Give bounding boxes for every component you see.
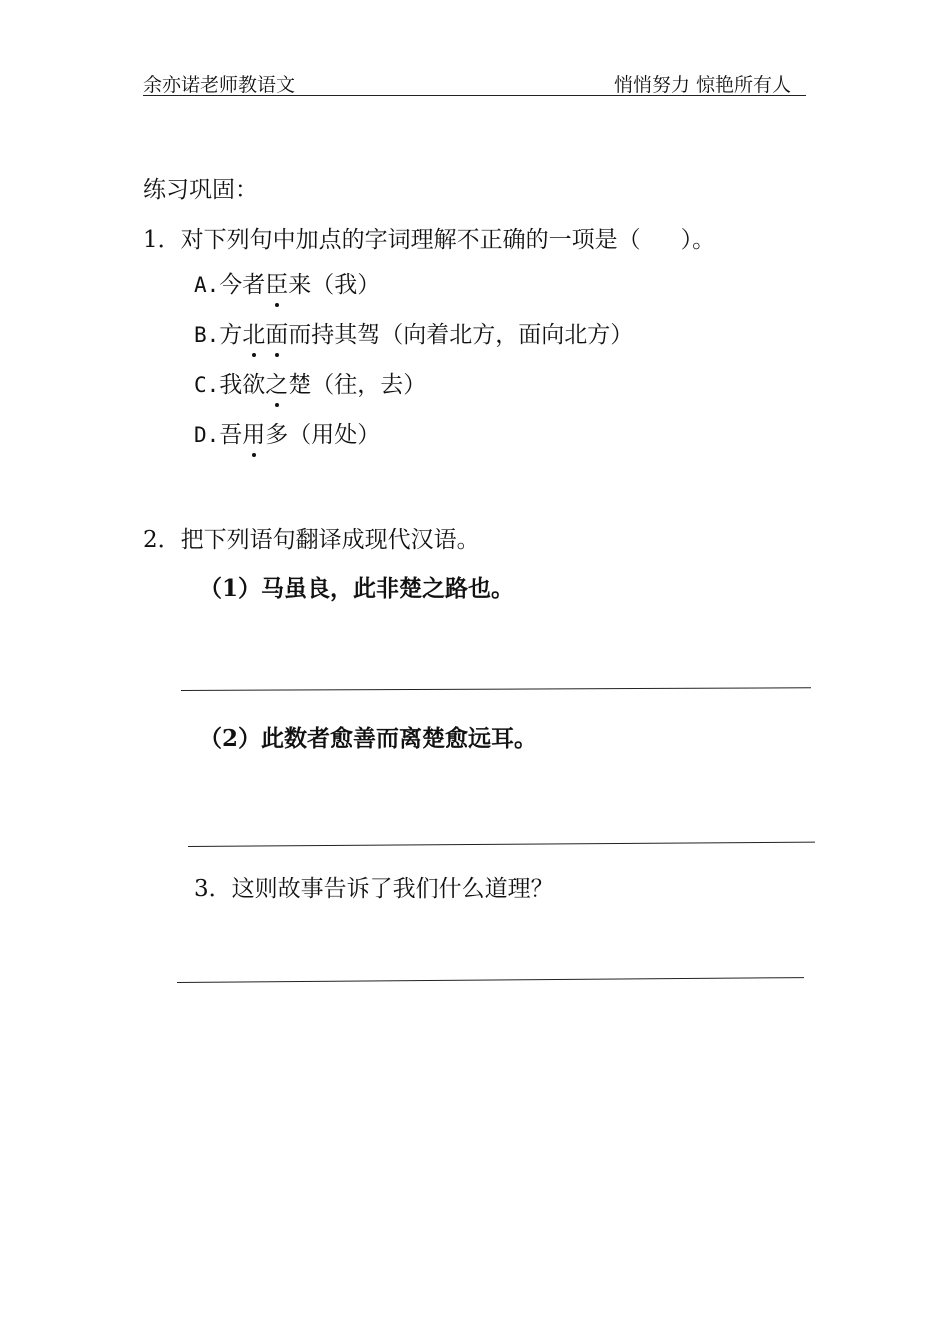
option-text: 多（用处） bbox=[265, 422, 381, 448]
answer-line-2[interactable] bbox=[188, 842, 815, 847]
q2-item-text: 此数者愈善而离楚愈远耳。 bbox=[261, 725, 538, 752]
dotted-char: 北 bbox=[242, 322, 266, 348]
question-2-number: 2． bbox=[143, 527, 181, 553]
option-text: 楚（往，去） bbox=[288, 372, 427, 398]
option-text: 而持其驾（向着北方，面向北方） bbox=[288, 322, 634, 348]
question-2-stem: 把下列语句翻译成现代汉语。 bbox=[180, 527, 480, 553]
option-a bbox=[194, 270, 380, 300]
question-2 bbox=[143, 525, 480, 555]
option-b bbox=[194, 320, 633, 350]
q2-item-text: 马虽良，此非楚之路也。 bbox=[261, 575, 515, 602]
q2-item-label: （1） bbox=[199, 575, 262, 602]
header-rule bbox=[143, 95, 806, 96]
option-text: 吾 bbox=[219, 422, 243, 448]
option-text: 方 bbox=[219, 322, 243, 348]
q2-item-label: （2） bbox=[199, 725, 262, 752]
q2-item-1 bbox=[199, 574, 514, 604]
question-1-stem-b: ）。 bbox=[680, 227, 716, 253]
option-text: 来（我） bbox=[288, 272, 381, 298]
question-3-stem: 这则故事告诉了我们什么道理？ bbox=[231, 876, 554, 902]
dotted-char: 臣 bbox=[265, 272, 289, 298]
question-1-stem-a: 对下列句中加点的字词理解不正确的一项是（ bbox=[180, 227, 641, 253]
option-label: D. bbox=[194, 423, 220, 447]
section-title: 练习巩固： bbox=[143, 177, 258, 203]
option-d bbox=[194, 420, 380, 450]
question-1-number: 1． bbox=[143, 227, 181, 253]
option-text: 我欲 bbox=[219, 372, 266, 398]
question-3-number: 3． bbox=[194, 876, 232, 902]
option-text: 今者 bbox=[219, 272, 266, 298]
option-c bbox=[194, 370, 426, 400]
question-1 bbox=[143, 225, 715, 255]
question-3 bbox=[194, 874, 554, 904]
dotted-char: 之 bbox=[265, 372, 289, 398]
q2-item-2 bbox=[199, 724, 537, 754]
answer-line-3[interactable] bbox=[177, 977, 804, 983]
dotted-char: 用 bbox=[242, 422, 266, 448]
option-label: C. bbox=[194, 373, 220, 397]
option-label: B. bbox=[194, 323, 220, 347]
header-left: 余亦诺老师教语文 bbox=[143, 74, 296, 96]
header-right: 悄悄努力 惊艳所有人 bbox=[614, 74, 792, 96]
answer-line-1[interactable] bbox=[181, 687, 811, 691]
option-label: A. bbox=[194, 273, 220, 297]
dotted-char: 面 bbox=[265, 322, 289, 348]
